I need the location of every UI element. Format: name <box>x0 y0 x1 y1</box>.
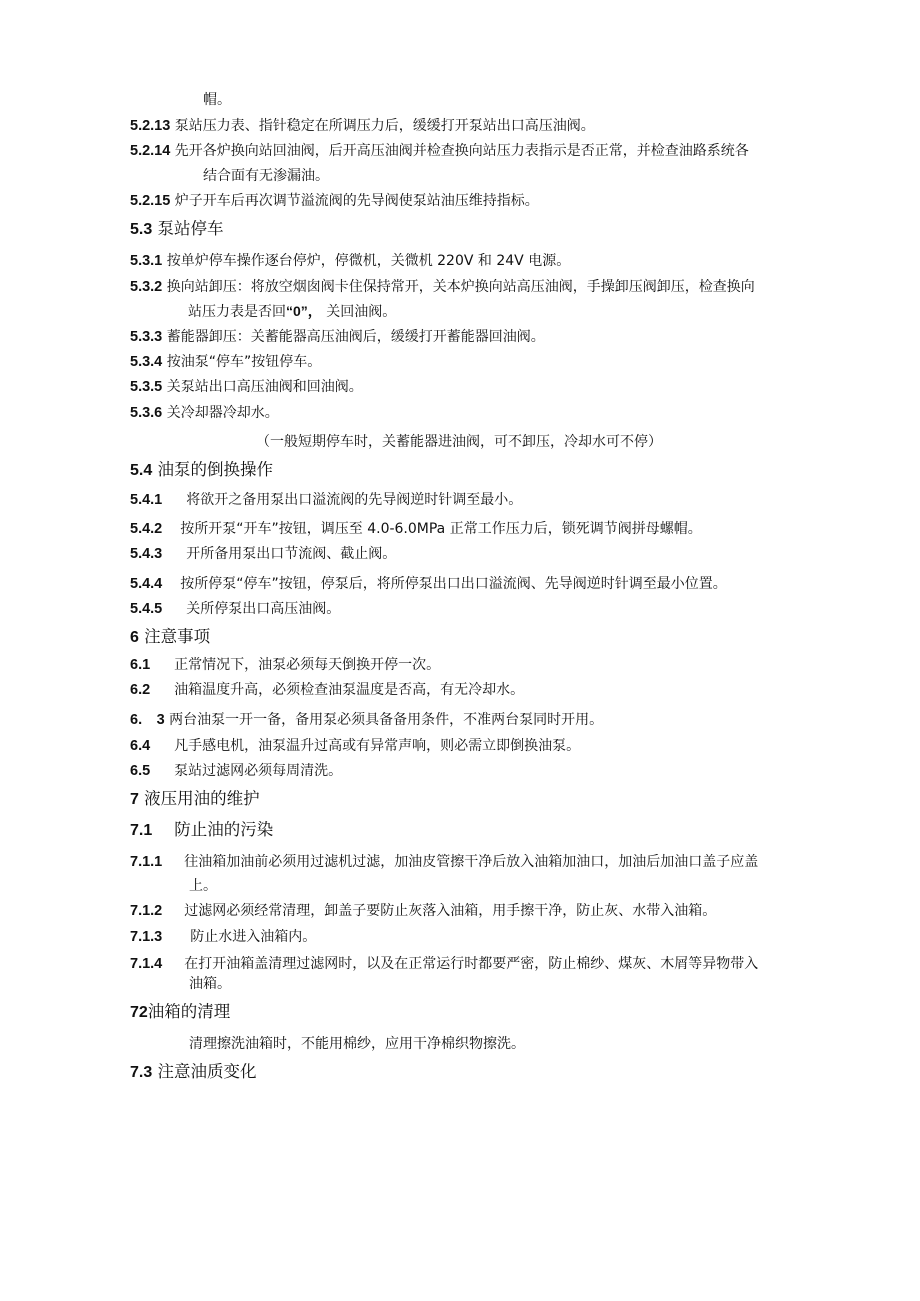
item-text: 防止水进入油箱内。 <box>190 929 317 945</box>
item-number: 7.1.2 <box>130 903 163 919</box>
list-item <box>130 928 316 946</box>
section-title: 防止油的污染 <box>174 820 274 839</box>
item-text: 过滤网必须经常清理，卸盖子要防止灰落入油箱，用手擦干净，防止灰、水带入油箱。 <box>184 903 717 919</box>
item-number: 6.5 <box>130 763 151 779</box>
section-title: 油箱的清理 <box>147 1002 231 1021</box>
text-line: 结合面有无渗漏油。 <box>203 168 329 184</box>
list-item <box>130 252 570 270</box>
text-line: 清理擦洗油箱时，不能用棉纱，应用干净棉织物擦洗。 <box>189 1036 525 1052</box>
item-text: 按所开泵“开车”按钮，调压至 4.0-6.0MPa 正常工作压力后，锁死调节阀拼母螺帽。 <box>180 521 702 537</box>
item-text: 关泵站出口高压油阀和回油阀。 <box>166 379 363 395</box>
section-heading <box>130 627 210 648</box>
item-number: 6.2 <box>130 682 151 698</box>
section-title: 注意油质变化 <box>157 1062 257 1081</box>
list-item <box>130 600 340 618</box>
section-heading <box>130 1002 230 1023</box>
item-text: 往油箱加油前必须用过滤机过滤，加油皮管擦干净后放入油箱加油口，加油后加油口盖子应盖 <box>184 854 759 870</box>
item-text: 开所备用泵出口节流阀、截止阀。 <box>186 546 397 562</box>
item-text: 凡手感电机，油泵温升过高或有异常声响，则必需立即倒换油泵。 <box>174 738 581 754</box>
section-number: 6 <box>130 629 139 646</box>
list-item <box>130 491 522 509</box>
item-text: 关冷却器冷却水。 <box>166 405 279 421</box>
item-text: 先开各炉换向站回油阀，后开高压油阀并检查换向站压力表指示是否正常，并检查油路系统各 <box>174 143 749 159</box>
section-heading <box>130 820 273 841</box>
text-line: 上。 <box>189 878 217 894</box>
list-item <box>130 681 524 699</box>
item-number: 5.2.13 <box>130 118 171 134</box>
section-title: 注意事项 <box>144 627 211 646</box>
section-heading <box>130 219 224 240</box>
section-number: 5.3 <box>130 221 153 238</box>
list-item <box>130 656 440 674</box>
item-text: 关所停泵出口高压油阀。 <box>186 601 341 617</box>
item-text: 泵站压力表、指针稳定在所调压力后，缓缓打开泵站出口高压油阀。 <box>174 118 595 134</box>
list-item <box>130 378 363 396</box>
section-heading <box>130 789 260 810</box>
item-text: 按油泵“停车”按钮停车。 <box>166 354 322 370</box>
item-number: 7.1.3 <box>130 929 163 945</box>
list-item <box>130 762 342 780</box>
list-item <box>130 520 702 538</box>
text-line: 帽。 <box>203 92 231 108</box>
item-text: 在打开油箱盖清理过滤网时，以及在正常运行时都要严密，防止棉纱、煤灰、木屑等异物带入 <box>184 956 759 972</box>
item-number: 6.4 <box>130 738 151 754</box>
text-line: 站压力表是否回“0”， 关回油阀。 <box>188 303 397 320</box>
item-number: 5.3.2 <box>130 279 163 295</box>
list-item <box>130 545 396 563</box>
item-text: 换向站卸压：将放空烟囱阀卡住保持常开，关本炉换向站高压油阀，手操卸压阀卸压，检查换向 <box>166 279 755 295</box>
section-number: 5.4 <box>130 462 153 479</box>
item-text: 蓄能器卸压：关蓄能器高压油阀后，缓缓打开蓄能器回油阀。 <box>166 329 545 345</box>
item-text: 泵站过滤网必须每周清洗。 <box>174 763 343 779</box>
list-item <box>130 902 716 920</box>
section-title: 液压用油的维护 <box>144 789 260 808</box>
item-number: 5.2.15 <box>130 193 171 209</box>
list-item <box>130 711 603 729</box>
section-title: 泵站停车 <box>157 219 224 238</box>
item-number: 7.1.4 <box>130 956 163 972</box>
item-number: 7.1.1 <box>130 854 163 870</box>
list-item <box>130 853 758 871</box>
list-item <box>130 737 580 755</box>
section-number: 72 <box>130 1004 148 1021</box>
section-title: 油泵的倒换操作 <box>157 460 273 479</box>
list-item <box>130 278 755 296</box>
section-number: 7.1 <box>130 822 153 839</box>
list-item <box>130 955 758 973</box>
list-item <box>130 575 727 593</box>
list-item <box>130 353 321 371</box>
item-text: 按所停泵“停车”按钮，停泵后，将所停泵出口出口溢流阀、先导阀逆时针调至最小位置。 <box>180 576 727 592</box>
item-number: 5.4.5 <box>130 601 163 617</box>
item-number: 5.3.5 <box>130 379 163 395</box>
section-heading <box>130 1062 257 1083</box>
list-item <box>130 192 539 210</box>
item-text: 油箱温度升高，必须检查油泵温度是否高，有无冷却水。 <box>174 682 525 698</box>
list-item <box>130 328 545 346</box>
item-number: 5.3.4 <box>130 354 163 370</box>
item-number: 5.4.3 <box>130 546 163 562</box>
item-text: 正常情况下，油泵必须每天倒换开停一次。 <box>174 657 441 673</box>
list-item <box>130 404 279 422</box>
item-text: 两台油泵一开一备，备用泵必须具备备用条件，不准两台泵同时开用。 <box>169 712 604 728</box>
item-number: 5.4.1 <box>130 492 163 508</box>
item-number: 5.3.3 <box>130 329 163 345</box>
list-item <box>130 142 749 160</box>
item-number: 5.4.4 <box>130 576 163 592</box>
item-number: 5.2.14 <box>130 143 171 159</box>
text-line: 油箱。 <box>189 976 231 992</box>
item-text: 按单炉停车操作逐台停炉，停微机，关微机 220V 和 24V 电源。 <box>166 253 571 269</box>
list-item <box>130 117 595 135</box>
item-number: 5.4.2 <box>130 521 163 537</box>
section-heading <box>130 460 273 481</box>
section-number: 7 <box>130 791 139 808</box>
item-text: 将欲开之备用泵出口溢流阀的先导阀逆时针调至最小。 <box>186 492 523 508</box>
item-text: 炉子开车后再次调节溢流阀的先导阀使泵站油压维持指标。 <box>174 193 539 209</box>
note-line: （一般短期停车时，关蓄能器进油阀，可不卸压，冷却水可不停） <box>256 434 662 450</box>
section-number: 7.3 <box>130 1064 153 1081</box>
item-number: 6.1 <box>130 657 151 673</box>
item-number: 5.3.6 <box>130 405 163 421</box>
item-number: 5.3.1 <box>130 253 163 269</box>
item-number: 6. 3 <box>130 712 165 728</box>
